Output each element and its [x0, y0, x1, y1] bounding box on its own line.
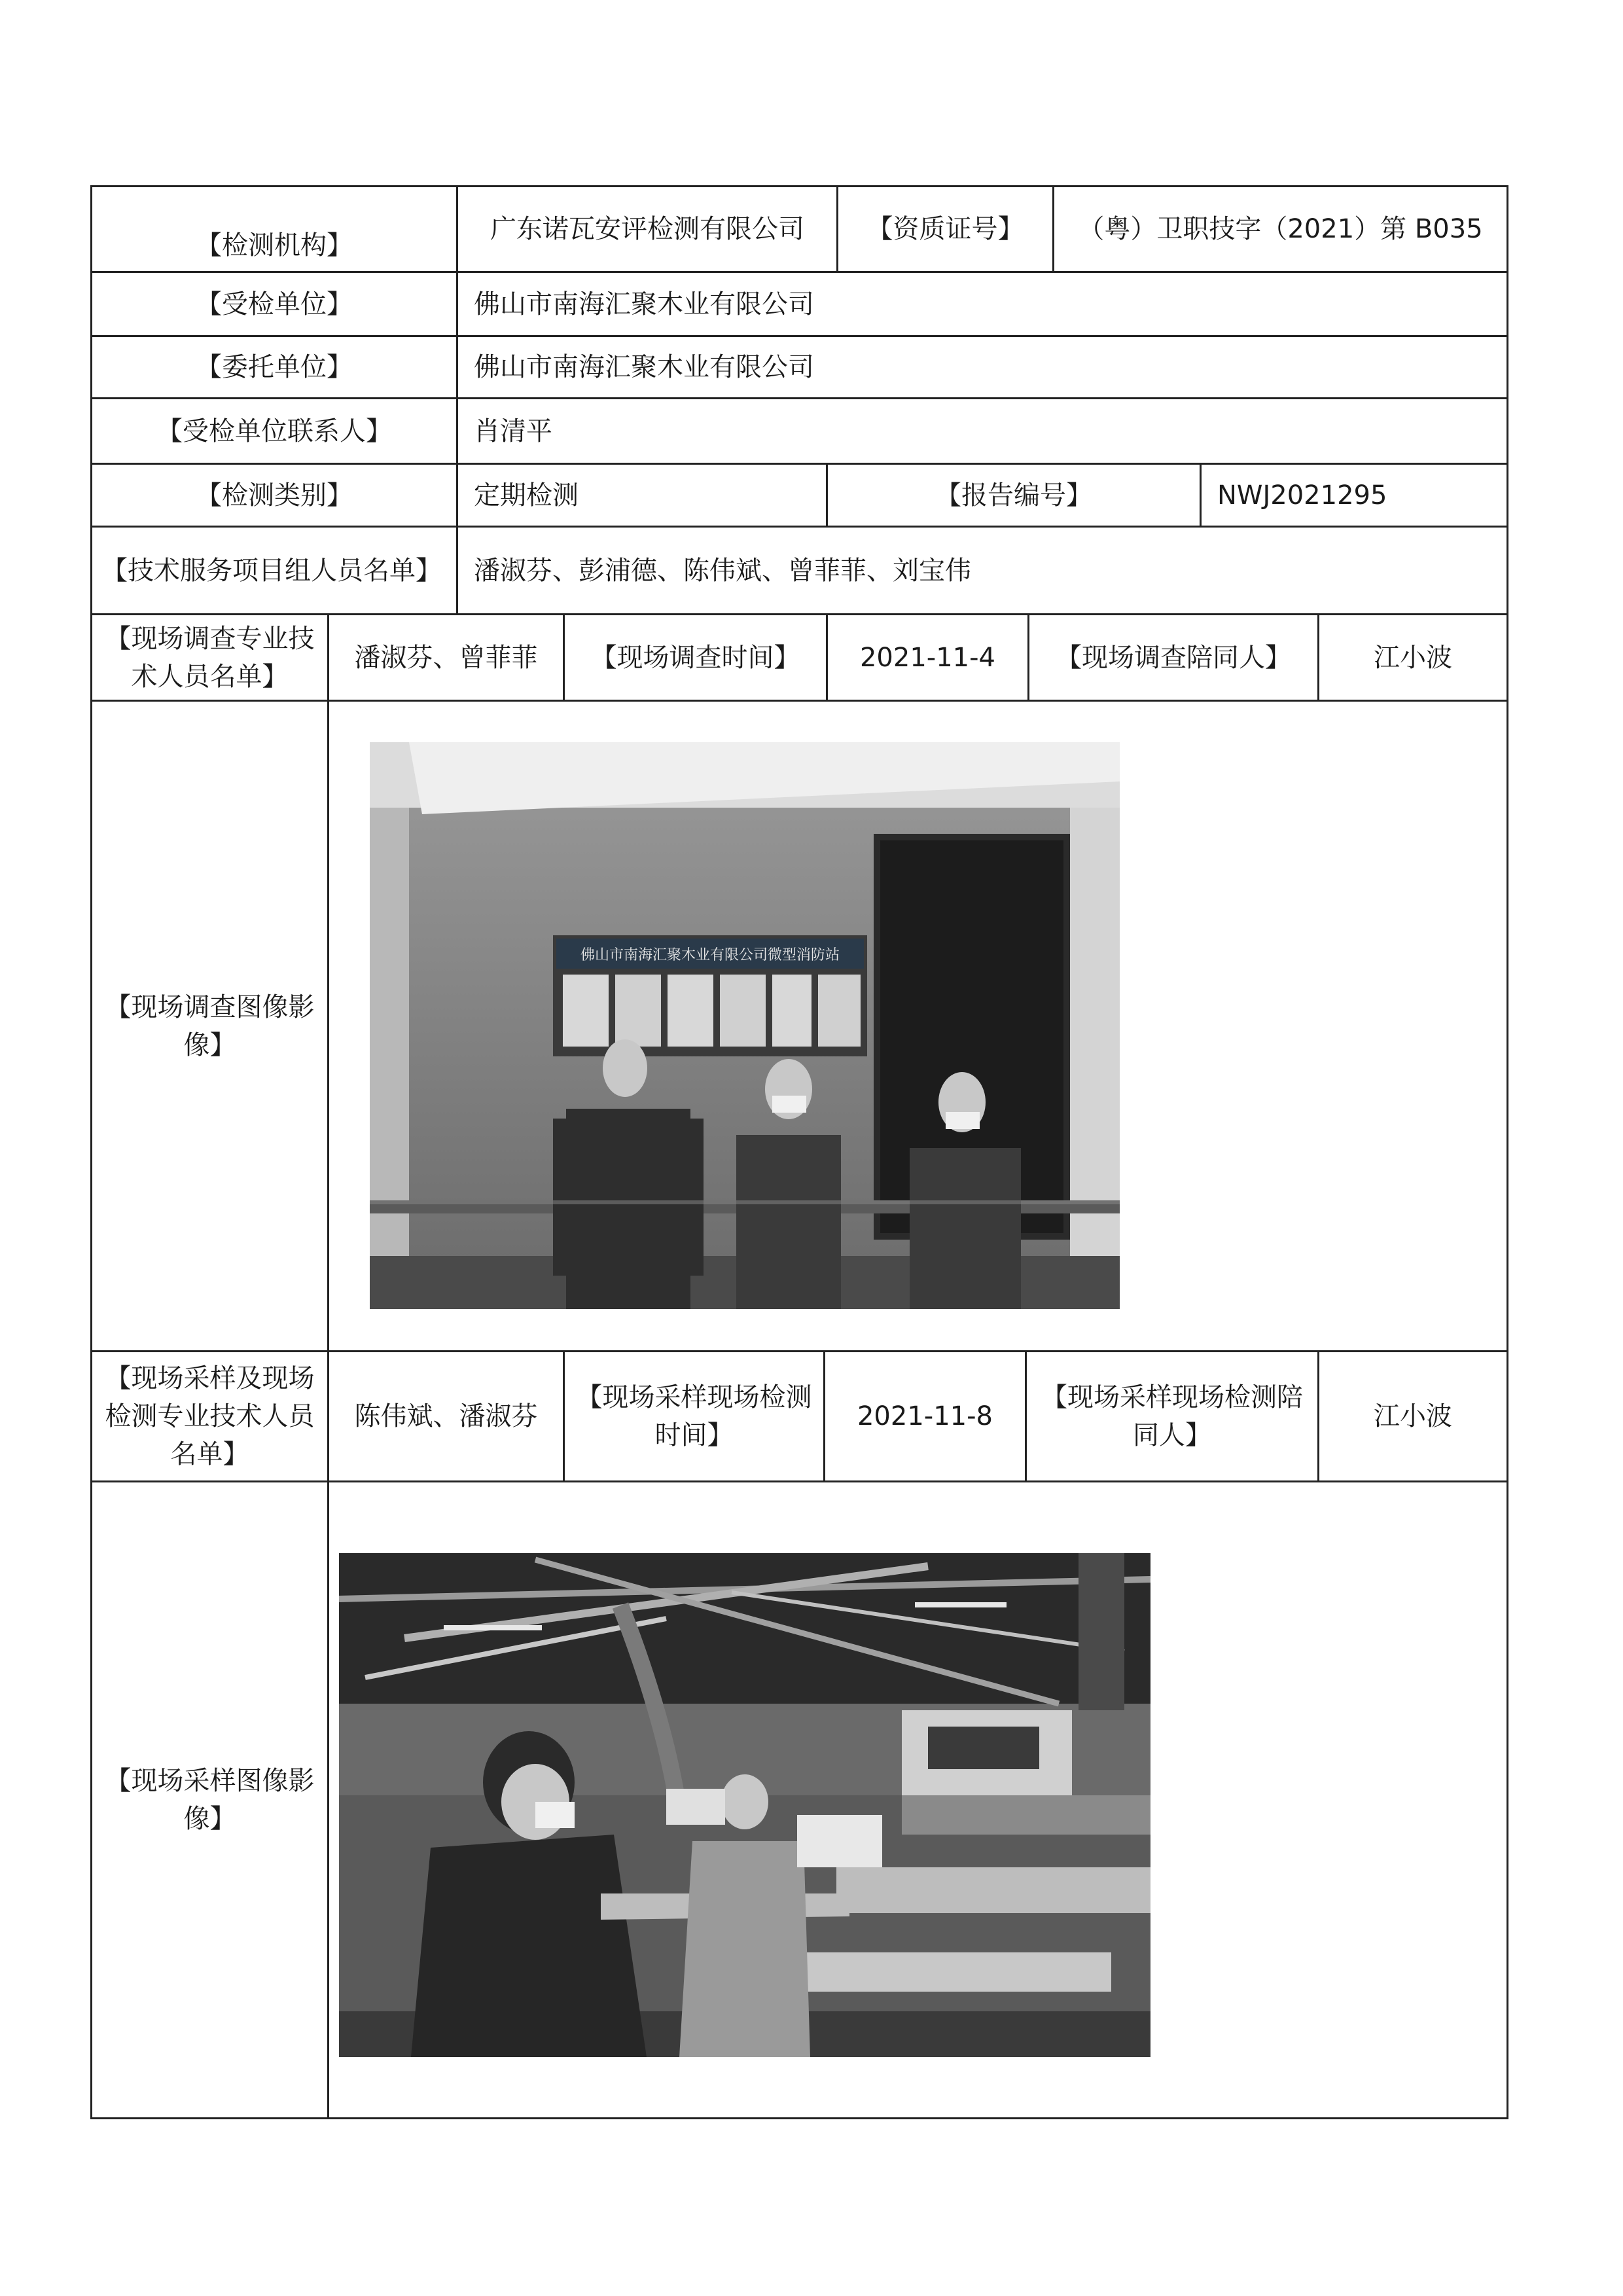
- sampling-image-label: 【现场采样图像影像】: [105, 1766, 315, 1834]
- sampling-companion-value: 江小波: [1374, 1401, 1452, 1431]
- sampling-photo: [339, 1553, 1150, 2057]
- report-no-value: NWJ2021295: [1217, 480, 1387, 511]
- survey-staff-value: 潘淑芬、曾菲菲: [354, 642, 538, 673]
- survey-time-label: 【现场调查时间】: [590, 642, 800, 673]
- survey-companion-value: 江小波: [1374, 642, 1452, 673]
- survey-image-label: 【现场调查图像影像】: [105, 992, 315, 1060]
- client-unit-value: 佛山市南海汇聚木业有限公司: [474, 352, 814, 382]
- survey-companion-label: 【现场调查陪同人】: [1056, 642, 1291, 673]
- sampling-photo-image: [339, 1553, 1150, 2057]
- survey-staff-label: 【现场调查专业技术人员名单】: [105, 623, 315, 692]
- agency-value: 广东诺瓦安评检测有限公司: [490, 214, 804, 244]
- category-label: 【检测类别】: [196, 480, 353, 511]
- col-divider: [1200, 463, 1202, 526]
- sampling-companion-label: 【现场采样现场检测陪同人】: [1041, 1382, 1303, 1450]
- survey-photo: [370, 742, 1120, 1309]
- report-no-label: 【报告编号】: [935, 480, 1092, 511]
- contact-value: 肖清平: [474, 416, 552, 446]
- sampling-staff-label: 【现场采样及现场检测专业技术人员名单】: [105, 1363, 315, 1469]
- survey-photo-sign: 佛山市南海汇聚木业有限公司微型消防站: [580, 947, 840, 963]
- survey-time-value: 2021-11-4: [859, 642, 995, 673]
- team-label: 【技术服务项目组人员名单】: [101, 555, 442, 586]
- contact-label: 【受检单位联系人】: [156, 416, 392, 446]
- inspected-unit-value: 佛山市南海汇聚木业有限公司: [474, 289, 814, 319]
- sampling-time-label: 【现场采样现场检测时间】: [576, 1382, 812, 1450]
- agency-label: 【检测机构】: [196, 230, 353, 260]
- cert-label: 【资质证号】: [866, 214, 1024, 244]
- survey-photo-image: [370, 742, 1120, 1309]
- category-value: 定期检测: [474, 480, 579, 511]
- cert-value: （粤）卫职技字（2021）第 B035: [1078, 214, 1483, 244]
- team-value: 潘淑芬、彭浦德、陈伟斌、曾菲菲、刘宝伟: [474, 555, 971, 586]
- sampling-time-value: 2021-11-8: [857, 1401, 993, 1431]
- sampling-staff-value: 陈伟斌、潘淑芬: [354, 1401, 538, 1431]
- client-unit-label: 【委托单位】: [196, 352, 353, 382]
- inspected-unit-label: 【受检单位】: [196, 289, 353, 319]
